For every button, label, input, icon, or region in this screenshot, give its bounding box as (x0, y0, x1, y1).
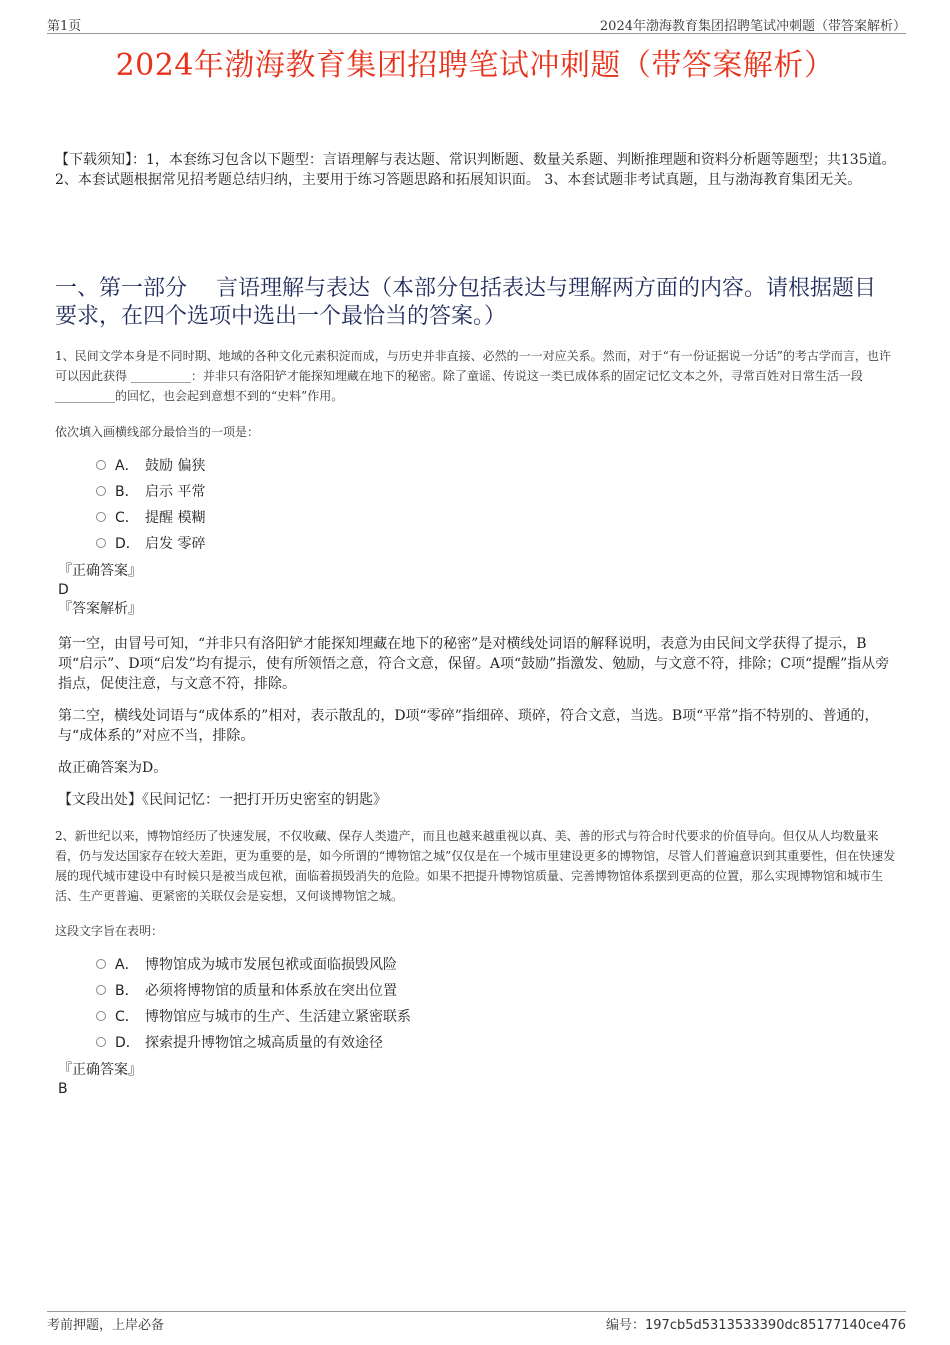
page-number: 第1页 (47, 19, 82, 34)
page-header (47, 15, 906, 34)
answer-value: D (58, 582, 69, 598)
radio-icon[interactable] (96, 959, 106, 969)
question-1-options (96, 453, 205, 557)
option-c[interactable]: C． 博物馆应与城市的生产、生活建立紧密联系 (96, 1004, 411, 1030)
footer-slogan: 考前押题，上岸必备 (47, 1318, 165, 1333)
option-b[interactable]: B． 必须将博物馆的质量和体系放在突出位置 (96, 978, 411, 1004)
document-code: 编号：197cb5d5313533390dc85177140ce476 (606, 1318, 906, 1333)
option-a[interactable]: A． 博物馆成为城市发展包袱或面临损毁风险 (96, 952, 411, 978)
document-title: 2024年渤海教育集团招聘笔试冲刺题（带答案解析） (115, 48, 835, 83)
analysis-paragraph: 第二空，横线处词语与“成体系的”相对，表示散乱的，D项“零碎”指细碎、琐碎，符合文意，当选。B项“平常”指不特别的、普通的，与“成体系的”对应不当，排除。 (58, 708, 879, 744)
question-1-stem: 1、民间文学本身是不同时期、地域的各种文化元素积淀而成，与历史并非直接、必然的一一对应关系。然而，对于“有一份证据说一分话”的考古学而言，也许可以因此获得 __________：并非只有洛阳铲才能探知埋藏在地下的秘密。除了童谣、传说这一类已成体系的固定记忆文本之外，寻常百姓对日常生活一段 __________的回忆，也会起到意想不到的“史料”作用。 (55, 349, 891, 403)
answer-value: B (58, 1081, 68, 1097)
question-2-prompt: 这段文字旨在表明： (55, 924, 164, 938)
radio-icon[interactable] (96, 1037, 106, 1047)
option-c[interactable]: C． 提醒 模糊 (96, 505, 205, 531)
question-1-answer (58, 562, 142, 619)
option-a[interactable]: A． 鼓励 偏狭 (96, 453, 205, 479)
radio-icon[interactable] (96, 512, 106, 522)
question-1-prompt: 依次填入画横线部分最恰当的一项是： (55, 425, 260, 439)
radio-icon[interactable] (96, 460, 106, 470)
radio-icon[interactable] (96, 538, 106, 548)
option-d[interactable]: D． 启发 零碎 (96, 531, 205, 557)
page-footer (47, 1311, 906, 1332)
question-1-analysis (58, 634, 895, 822)
question-2-options (96, 952, 411, 1056)
question-2-stem: 2、新世纪以来，博物馆经历了快速发展，不仅收藏、保存人类遗产，而且也越来越重视以真、美、善的形式与符合时代要求的价值导向。但仅从人均数量来看，仍与发达国家存在较大差距，更为重要的是，如今所谓的“博物馆之城”仅仅是在一个城市里建设更多的博物馆，尽管人们普遍意识到其重要性，但在快速发展的现代城市建设中有时候只是被当成包袱，面临着损毁消失的危险。如果不把提升博物馆质量、完善博物馆体系摆到更高的位置，那么实现博物馆和城市生活、生产更普遍、更紧密的关联仅会是妄想，又何谈博物馆之城。 (55, 829, 896, 903)
question-2-answer (58, 1061, 142, 1099)
section-heading: 一、第一部分 言语理解与表达（本部分包括表达与理解两方面的内容。请根据题目要求，在四个选项中选出一个最恰当的答案。） (55, 276, 876, 329)
analysis-conclusion: 故正确答案为D。 (58, 760, 168, 776)
option-b[interactable]: B． 启示 平常 (96, 479, 205, 505)
header-doc-title: 2024年渤海教育集团招聘笔试冲刺题（带答案解析） (599, 19, 906, 34)
analysis-paragraph: 第一空，由冒号可知，“并非只有洛阳铲才能探知埋藏在地下的秘密”是对横线处词语的解释说明，表意为由民间文学获得了提示，B项“启示”、D项“启发”均有提示，使有所领悟之意，符合文意，保留。A项“鼓励”指激发、勉励，与文意不符，排除；C项“提醒”指从旁指点，促使注意，与文意不符，排除。 (58, 636, 890, 692)
analysis-label: 『答案解析』 (58, 601, 142, 617)
option-d[interactable]: D． 探索提升博物馆之城高质量的有效途径 (96, 1030, 411, 1056)
download-notice: 【下载须知】：1，本套练习包含以下题型：言语理解与表达题、常识判断题、数量关系题、判断推理题和资料分析题等题型；共135道。 2、本套试题根据常见招考题总结归纳，主要用于练习答题思路和拓展知识面。 3、本套试题非考试真题，且与渤海教育集团无关。 (55, 152, 896, 188)
answer-label: 『正确答案』 (58, 1062, 142, 1078)
radio-icon[interactable] (96, 985, 106, 995)
radio-icon[interactable] (96, 486, 106, 496)
source-citation: 【文段出处】《民间记忆：一把打开历史密室的钥匙》 (58, 792, 387, 808)
answer-label: 『正确答案』 (58, 563, 142, 579)
radio-icon[interactable] (96, 1011, 106, 1021)
